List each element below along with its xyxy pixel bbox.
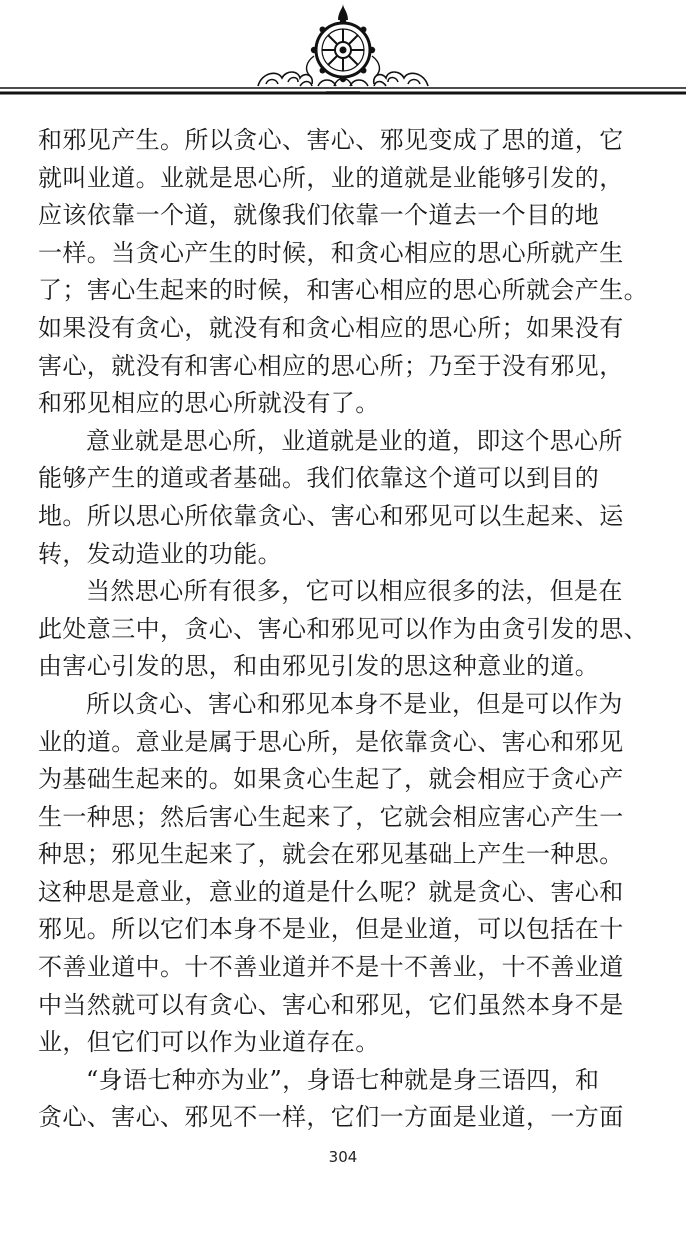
- text-line: 贪心、害心、邪见不一样，它们一方面是业道，一方面: [38, 1103, 624, 1132]
- text-line: 意业就是思心所，业道就是业的道，即这个思心所: [86, 426, 623, 455]
- page-header: [0, 0, 686, 110]
- body-text: [38, 122, 650, 1137]
- text-line: 当然思心所有很多，它可以相应很多的法，但是在: [86, 577, 623, 606]
- text-line: 如果没有贪心，就没有和贪心相应的思心所；如果没有: [38, 313, 624, 342]
- text-line: 转，发动造业的功能。: [38, 539, 282, 568]
- text-line: 一样。当贪心产生的时候，和贪心相应的思心所就产生: [38, 238, 624, 267]
- text-line: 生一种思；然后害心生起来了，它就会相应害心产生一: [38, 802, 624, 831]
- text-line: 中当然就可以有贪心、害心和邪见，它们虽然本身不是: [38, 990, 624, 1019]
- text-line: 业的道。意业是属于思心所，是依靠贪心、害心和邪见: [38, 727, 624, 756]
- text-line: 种思；邪见生起来了，就会在邪见基础上产生一种思。: [38, 840, 624, 869]
- text-line: 邪见。所以它们本身不是业，但是业道，可以包括在十: [38, 915, 624, 944]
- text-line: 业，但它们可以作为业道存在。: [38, 1028, 380, 1057]
- text-line: 此处意三中，贪心、害心和邪见可以作为由贪引发的思、: [38, 614, 648, 643]
- text-line: 了；害心生起来的时候，和害心相应的思心所就会产生。: [38, 276, 648, 305]
- text-line: 地。所以思心所依靠贪心、害心和邪见可以生起来、运: [38, 501, 624, 530]
- page-number: 304: [328, 1148, 358, 1166]
- text-line: 能够产生的道或者基础。我们依靠这个道可以到目的: [38, 464, 600, 493]
- dharma-wheel-icon: [0, 0, 686, 110]
- text-line: 由害心引发的思，和由邪见引发的思这种意业的道。: [38, 652, 600, 681]
- text-line: 所以贪心、害心和邪见本身不是业，但是可以作为: [86, 689, 623, 718]
- text-line: 和邪见产生。所以贪心、害心、邪见变成了思的道，它: [38, 126, 624, 154]
- text-line: 就叫业道。业就是思心所，业的道就是业能够引发的，: [38, 163, 624, 192]
- text-line: 应该依靠一个道，就像我们依靠一个道去一个目的地: [38, 201, 600, 230]
- text-line: 不善业道中。十不善业道并不是十不善业，十不善业道: [38, 953, 624, 982]
- text-line: 害心，就没有和害心相应的思心所；乃至于没有邪见，: [38, 351, 624, 380]
- text-line: 和邪见相应的思心所就没有了。: [38, 389, 380, 418]
- text-line: 这种思是意业，意业的道是什么呢？就是贪心、害心和: [38, 877, 624, 906]
- text-line: “身语七种亦为业”，身语七种就是身三语四，和: [86, 1065, 600, 1094]
- text-line: 为基础生起来的。如果贪心生起了，就会相应于贪心产: [38, 765, 624, 794]
